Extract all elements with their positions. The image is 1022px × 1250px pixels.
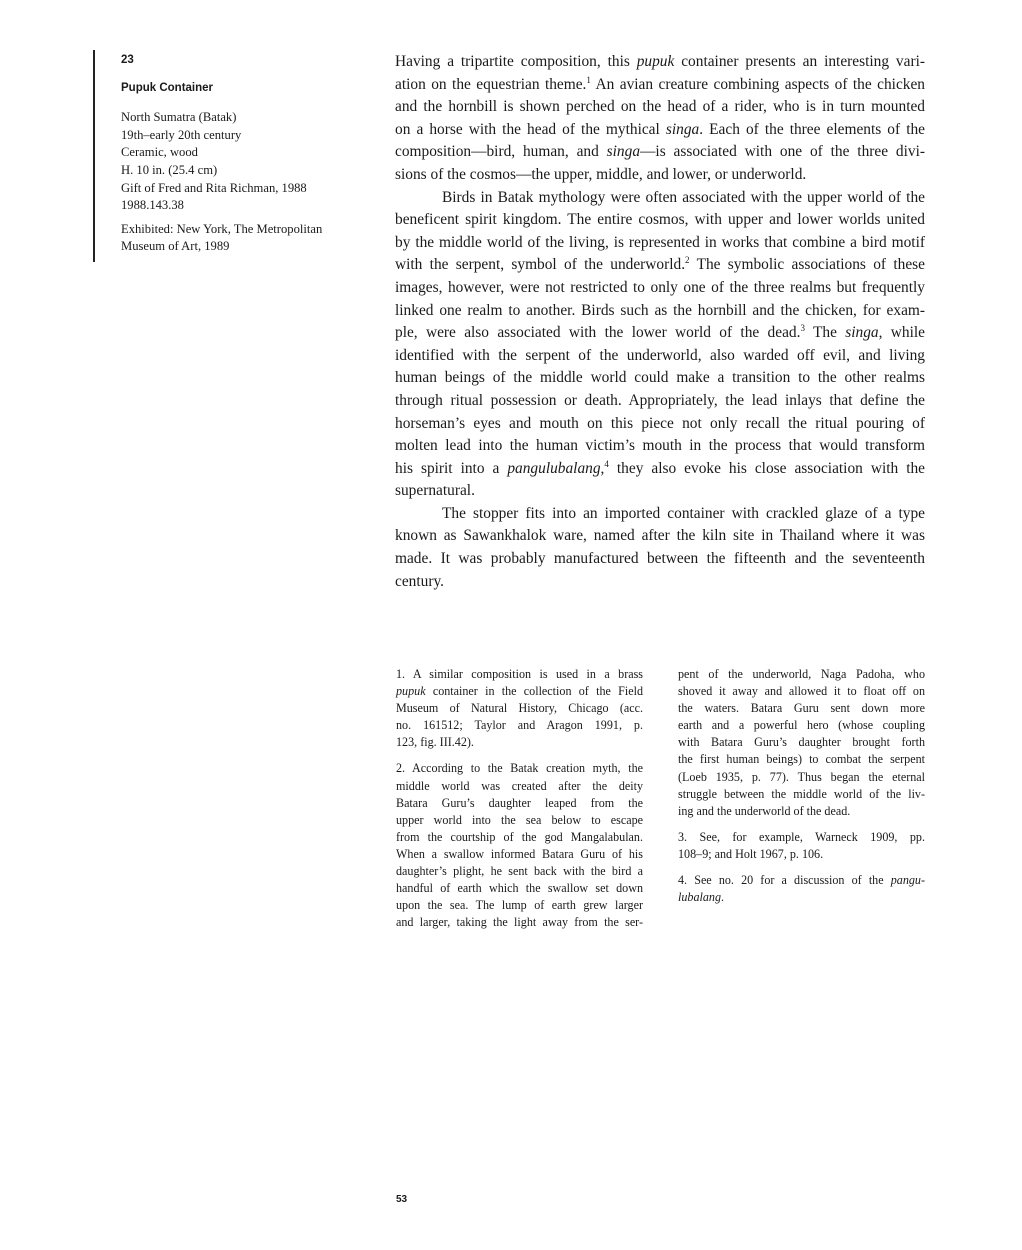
note-line: pupuk container in the collection of the Field — [396, 684, 643, 699]
note-line: 4. See no. 20 for a discussion of the pangu- — [678, 873, 925, 888]
text-line: ation on the equestrian theme.$^1$ An avian creature combining aspects of the chicken — [395, 74, 925, 93]
text-line: his spirit into a pangulubalang,$^4$ they also evoke his close association with the — [395, 458, 925, 477]
footnote-ref: 3 — [800, 323, 805, 334]
text-line: molten lead into the human victim’s mouth in the process that would transform — [395, 437, 925, 455]
text-line: linked one realm to another. Birds such as the hornbill and the chicken, for exam- — [395, 301, 925, 319]
footnote-ref: 2 — [685, 255, 690, 266]
text-line: and the hornbill is shown perched on the head of a rider, who is in turn mounted — [395, 98, 925, 116]
note-4 — [678, 872, 925, 906]
text-line: on a horse with the head of the mythical singa. Each of the three elements of the — [395, 120, 925, 138]
note-2-continued — [678, 666, 925, 820]
catalog-exhibited-line: Exhibited: New York, The Metropolitan — [121, 221, 323, 236]
note-line: pent of the underworld, Naga Padoha, who — [678, 667, 925, 681]
text-line: The stopper fits into an imported container with crackled glaze of a type — [442, 504, 925, 522]
note-2 — [396, 760, 643, 931]
text-line: Birds in Batak mythology were often associated with the upper world of the — [442, 188, 925, 206]
footnote-ref: 1 — [586, 74, 591, 85]
note-line: middle world was created after the deity — [396, 778, 643, 793]
note-line: with Batara Guru’s daughter brought forth — [678, 735, 925, 750]
text-line: identified with the serpent of the underworld, also warded off evil, and living — [395, 346, 925, 364]
text-line: through ritual possession or death. Appropriately, the lead inlays that define the — [395, 391, 925, 409]
note-line: upper world into the sea below to escape — [396, 812, 643, 827]
text-line: century. — [395, 572, 444, 590]
note-line: earth and a powerful hero (whose coupling — [678, 718, 925, 733]
text-line: Having a tripartite composition, this pupuk container presents an interesting vari- — [395, 53, 925, 70]
text-line: horseman’s eyes and mouth on this piece not only recall the ritual pouring of — [395, 414, 925, 432]
paragraph-3 — [395, 503, 925, 593]
note-line: Batara Guru’s daughter leaped from the — [396, 795, 643, 810]
note-line: 123, fig. III.42). — [396, 735, 474, 750]
margin-rule — [93, 50, 95, 262]
text-line: made. It was probably manufactured between the fifteenth and the seventeenth — [395, 550, 925, 568]
catalog-dimensions: H. 10 in. (25.4 cm) — [121, 162, 218, 177]
note-line: and larger, taking the light away from the ser- — [396, 915, 643, 930]
catalog-exhibited — [121, 221, 361, 256]
note-line: ing and the underworld of the dead. — [678, 803, 851, 818]
note-3 — [678, 829, 925, 863]
catalog-credit: Gift of Fred and Rita Richman, 1988 — [121, 180, 307, 195]
note-line: from the courtship of the god Mangalabulan. — [396, 829, 643, 844]
note-line: lubalang. — [678, 890, 725, 905]
text-line: by the middle world of the living, is represented in works that combine a bird motif — [395, 233, 925, 251]
text-line: with the serpent, symbol of the underworld.$^2$ The symbolic associations of these — [395, 255, 925, 274]
text-line: ple, were also associated with the lower world of the dead.$^3$ The singa, while — [395, 323, 925, 342]
text-line: supernatural. — [395, 482, 475, 500]
note-line: (Loeb 1935, p. 77). Thus began the eternal — [678, 769, 925, 784]
main-text — [395, 51, 925, 593]
note-line: When a swallow informed Batara Guru of his — [396, 846, 643, 861]
note-line: struggle between the middle world of the liv- — [678, 786, 925, 801]
note-line: 3. See, for example, Warneck 1909, pp. — [678, 829, 925, 844]
text-line: human beings of the middle world could make a transition to the other realms — [395, 369, 925, 387]
catalog-accession: 1988.143.38 — [121, 198, 184, 213]
catalog-details — [121, 109, 361, 215]
text-line: composition—bird, human, and singa—is associated with one of the three divi- — [395, 143, 925, 161]
paragraph-1 — [395, 51, 925, 187]
catalog-medium: Ceramic, wood — [121, 145, 198, 160]
note-line: the waters. Batara Guru sent down more — [678, 701, 925, 716]
note-line: 1. A similar composition is used in a brass — [396, 667, 643, 681]
note-line: upon the sea. The lump of earth grew larger — [396, 898, 643, 913]
text-line: images, however, were not restricted to only one of the three realms but frequently — [395, 278, 925, 296]
catalog-title: Pupuk Container — [121, 81, 214, 94]
paragraph-2 — [395, 187, 925, 503]
note-1 — [396, 666, 643, 751]
text-line: sions of the cosmos—the upper, middle, and lower, or underworld. — [395, 165, 807, 183]
catalog-entry — [121, 52, 361, 256]
catalog-origin: North Sumatra (Batak) — [121, 110, 237, 125]
text-line: beneficent spirit kingdom. The entire cosmos, with upper and lower worlds united — [395, 211, 925, 229]
catalog-exhibited-line: Museum of Art, 1989 — [121, 239, 230, 254]
notes-column-1 — [396, 666, 643, 931]
note-line: 2. According to the Batak creation myth, the — [396, 761, 643, 776]
text-line: known as Sawankhalok ware, named after the kiln site in Thailand where it was — [395, 527, 925, 545]
page-number: 53 — [396, 1194, 408, 1205]
note-line: 108–9; and Holt 1967, p. 106. — [678, 846, 824, 861]
footnote-ref: 4 — [604, 458, 609, 469]
note-line: Museum of Natural History, Chicago (acc. — [396, 701, 643, 716]
catalog-date: 19th–early 20th century — [121, 127, 242, 142]
note-line: daughter’s plight, he sent back with the bird a — [396, 864, 643, 879]
notes-column-2 — [678, 666, 925, 906]
catalog-number: 23 — [121, 54, 134, 66]
note-line: shoved it away and allowed it to float off on — [678, 684, 925, 699]
note-line: no. 161512; Taylor and Aragon 1991, p. — [396, 718, 643, 733]
note-line: handful of earth which the swallow set down — [396, 881, 643, 896]
note-line: the first human beings) to combat the serpent — [678, 752, 925, 767]
